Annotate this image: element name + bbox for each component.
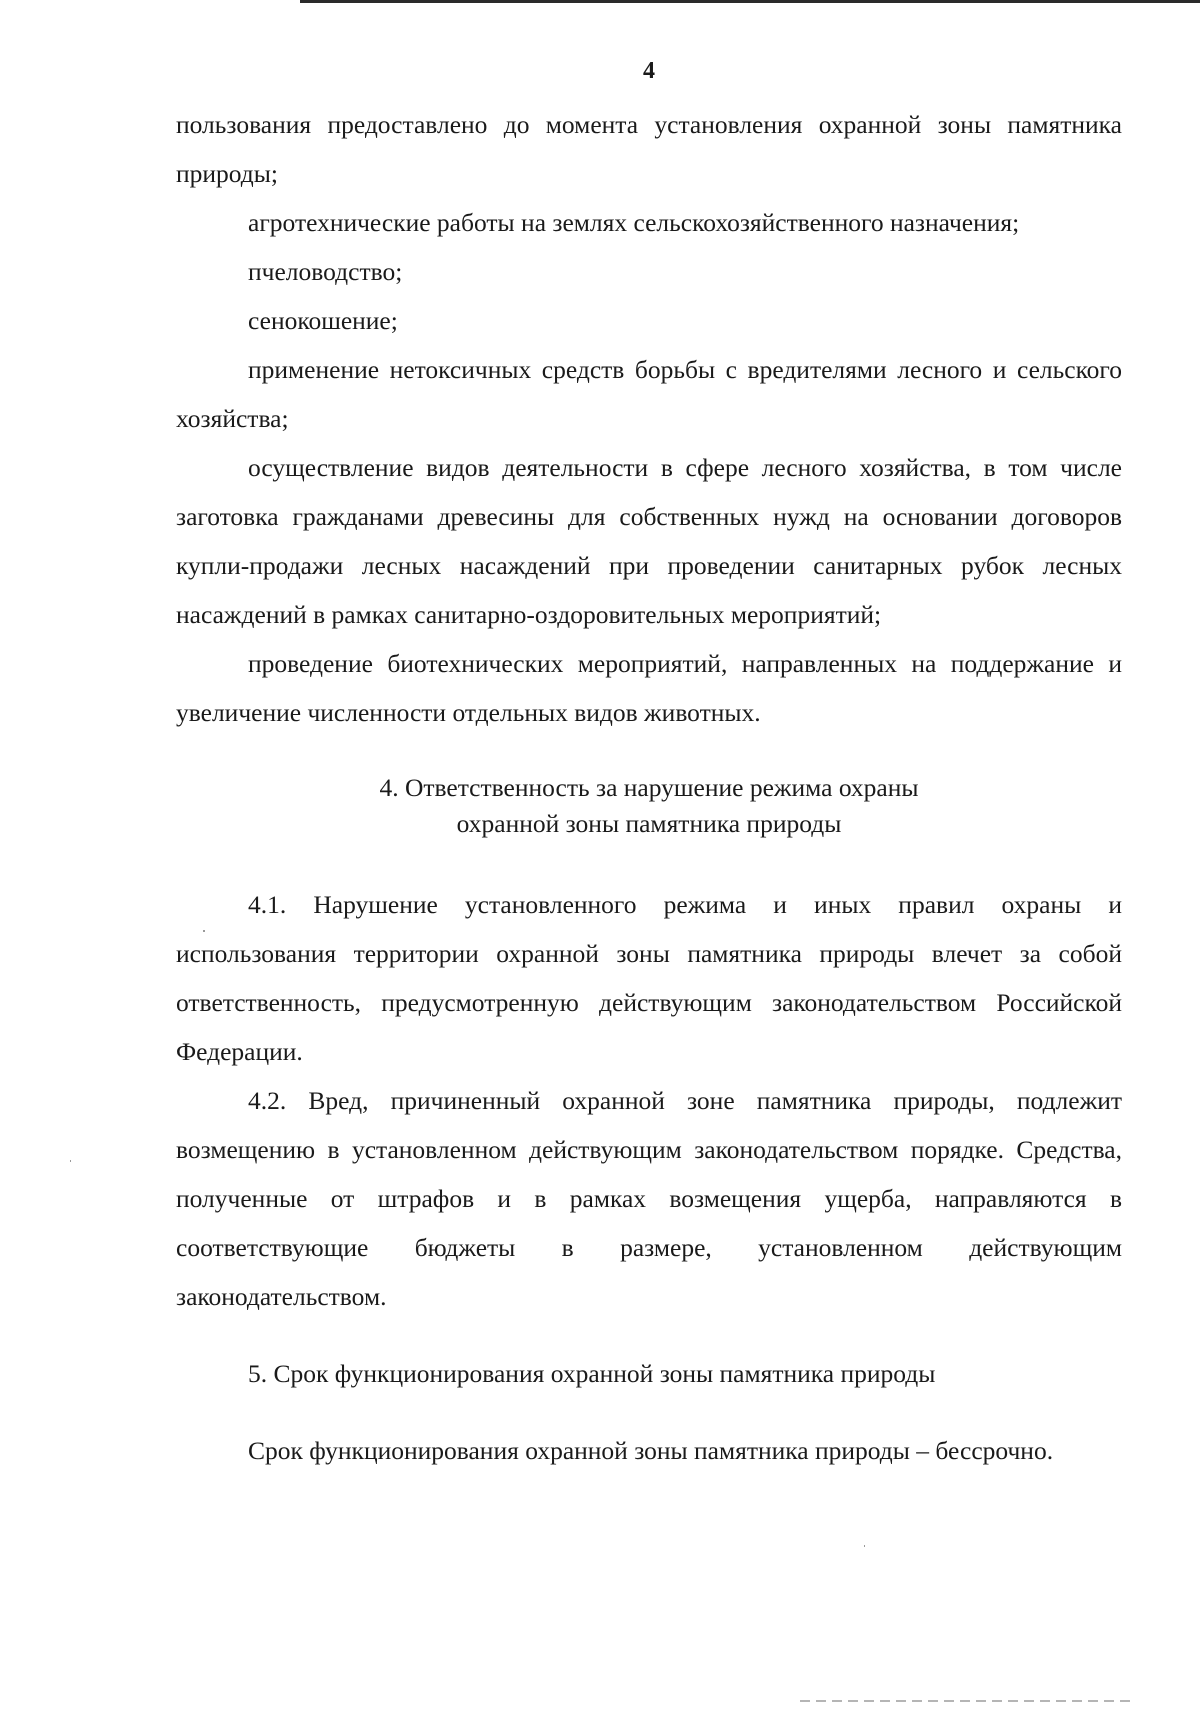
list-item-beekeeping: пчеловодство; (248, 257, 403, 286)
scan-speck (203, 930, 205, 932)
list-item-forestry: осуществление видов деятельности в сфере лесного хозяйства, в том числе заготовка гражданами древесины для собственных нужд на основании договоров купли-продажи лесных насаждений при проведении санитарных рубок лесных насаждений в рамках санитарно-оздоровительных мероприятий; (176, 453, 1122, 629)
section-5-title: 5. Срок функционирования охранной зоны памятника природы (248, 1359, 936, 1388)
scan-speck (70, 1160, 71, 1162)
scan-speck (864, 1545, 865, 1547)
section-5-paragraph-1: Срок функционирования охранной зоны памятника природы – бессрочно. (248, 1436, 1054, 1465)
section-4-paragraph-1: 4.1. Нарушение установленного режима и иных правил охраны и использования территории охранной зоны памятника природы влечет за собой ответственность, предусмотренную действующим законодательством Российской Федерации. (176, 890, 1122, 1066)
section-4-paragraph-2: 4.2. Вред, причиненный охранной зоне памятника природы, подлежит возмещению в установленном действующим законодательством порядке. Средства, полученные от штрафов и в рамках возмещения ущерба, направляются в соответствующие бюджеты в размере, установленном действующим законодательством. (176, 1086, 1122, 1311)
section-4-heading (176, 770, 1122, 842)
list-item-biotechnical: проведение биотехнических мероприятий, направленных на поддержание и увеличение численности отдельных видов животных. (176, 649, 1122, 727)
list-item-agrotech: агротехнические работы на землях сельскохозяйственного назначения; (248, 208, 1020, 237)
list-item-pest-control: применение нетоксичных средств борьбы с вредителями лесного и сельского хозяйства; (176, 355, 1122, 433)
document-body (176, 100, 1122, 1475)
section-4-title-line2: охранной зоны памятника природы (456, 809, 842, 838)
section-4-title-line1: 4. Ответственность за нарушение режима охраны (379, 773, 919, 802)
page-number: 4 (643, 58, 655, 84)
scan-bottom-marks (800, 1700, 1130, 1702)
scan-top-edge (300, 0, 1200, 3)
paragraph-continuation: пользования предоставлено до момента установления охранной зоны памятника природы; (176, 110, 1122, 188)
list-item-haymaking: сенокошение; (248, 306, 398, 335)
